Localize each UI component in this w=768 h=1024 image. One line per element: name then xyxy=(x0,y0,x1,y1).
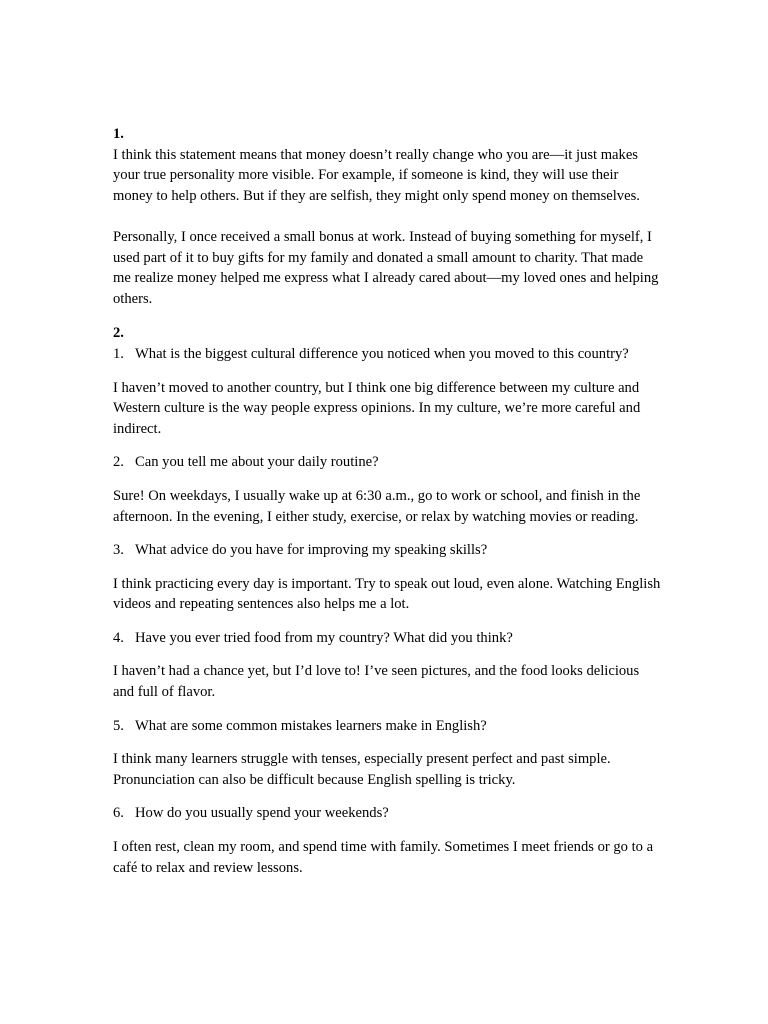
question-text: What is the biggest cultural difference you noticed when you moved to this country? xyxy=(135,345,629,362)
question-text: Can you tell me about your daily routine? xyxy=(135,454,379,471)
document-page xyxy=(113,124,661,878)
question-item xyxy=(113,344,661,365)
question-text: What are some common mistakes learners make in English? xyxy=(135,717,487,734)
question-number: 3. xyxy=(113,542,124,559)
section-1-paragraph-1: I think this statement means that money doesn’t really change who you are—it just makes your true personality more visible. For example, if someone is kind, they will use their money to help others. But if they are selfish, they might only spend money on themselves. xyxy=(113,146,640,204)
question-number: 6. xyxy=(113,805,124,822)
answer-text: I think many learners struggle with tenses, especially present perfect and past simple. Pronunciation can also be difficult because English spelling is tricky. xyxy=(113,751,611,788)
answer-text: Sure! On weekdays, I usually wake up at 6:30 a.m., go to work or school, and finish in the afternoon. In the evening, I either study, exercise, or relax by watching movies or reading. xyxy=(113,487,641,525)
question-item xyxy=(113,540,661,561)
section-1-paragraph-2: Personally, I once received a small bonus at work. Instead of buying something for myself, I used part of it to buy gifts for my family and donated a small amount to charity. That made me realize money helped me express what I already cared about—my loved ones and helping others. xyxy=(113,228,659,307)
answer-text: I haven’t had a chance yet, but I’d love to! I’ve seen pictures, and the food looks delicious and full of flavor. xyxy=(113,663,640,701)
section-2 xyxy=(113,323,661,878)
question-text: Have you ever tried food from my country? What did you think? xyxy=(135,629,513,646)
question-number: 1. xyxy=(113,345,124,362)
answer-text: I often rest, clean my room, and spend time with family. Sometimes I meet friends or go to a café to relax and review lessons. xyxy=(113,839,654,876)
qa-list xyxy=(113,344,661,878)
section-1 xyxy=(113,124,661,309)
answer-text: I think practicing every day is important. Try to speak out loud, even alone. Watching English videos and repeating sentences also helps me a lot. xyxy=(113,575,661,613)
question-item xyxy=(113,803,661,824)
question-text: What advice do you have for improving my speaking skills? xyxy=(135,542,488,559)
question-text: How do you usually spend your weekends? xyxy=(135,805,389,822)
question-item xyxy=(113,628,661,649)
answer-text: I haven’t moved to another country, but I think one big difference between my culture and Western culture is the way people express opinions. In my culture, we’re more careful and indirect. xyxy=(113,379,641,437)
section-2-number: 2. xyxy=(113,325,124,342)
question-number: 2. xyxy=(113,454,124,471)
question-item xyxy=(113,452,661,473)
question-item xyxy=(113,716,661,737)
question-number: 4. xyxy=(113,629,124,646)
question-number: 5. xyxy=(113,717,124,734)
section-1-number: 1. xyxy=(113,126,124,142)
